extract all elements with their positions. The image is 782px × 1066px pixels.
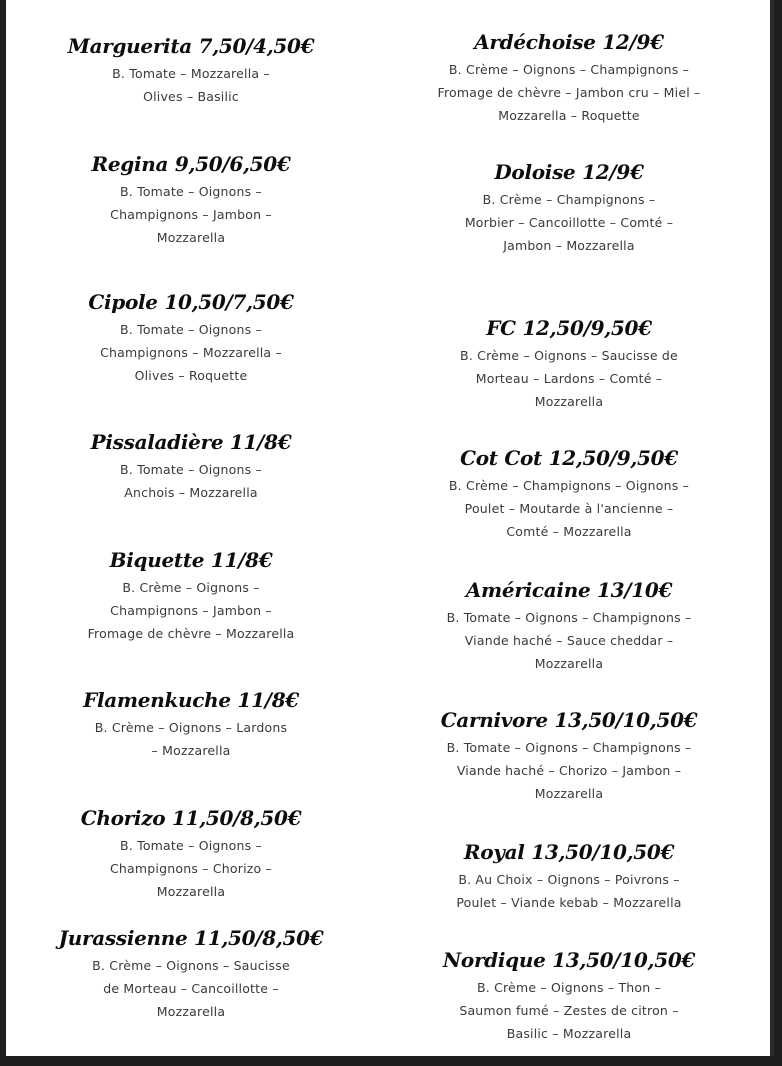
pizza-item-cot-cot xyxy=(384,446,754,543)
pizza-title: Biquette 11/8€ xyxy=(109,548,273,572)
ingredient-line: Champignons – Jambon – xyxy=(110,603,272,618)
ingredient-line: Saumon fumé – Zestes de citron – xyxy=(459,1003,679,1018)
ingredient-line: Viande haché – Sauce cheddar – xyxy=(464,633,674,648)
pizza-title: Carnivore 13,50/10,50€ xyxy=(440,708,698,732)
pizza-ingredients xyxy=(6,954,376,1023)
ingredient-line: B. Crème – Champignons – xyxy=(482,192,656,207)
ingredient-line: B. Tomate – Oignons – Champignons – xyxy=(446,610,692,625)
pizza-title: Américaine 13/10€ xyxy=(465,578,673,602)
pizza-ingredients xyxy=(6,458,376,504)
pizza-item-regina xyxy=(6,152,376,249)
ingredient-line: Morbier – Cancoillotte – Comté – xyxy=(464,215,674,230)
pizza-ingredients xyxy=(6,716,376,762)
pizza-ingredients xyxy=(6,62,376,108)
ingredient-line: Mozzarella xyxy=(534,394,604,409)
pizza-item-royal xyxy=(384,840,754,914)
ingredient-line: Fromage de chèvre – Mozzarella xyxy=(87,626,295,641)
ingredient-line: B. Tomate – Oignons – xyxy=(120,322,262,337)
pizza-title: Nordique 13,50/10,50€ xyxy=(442,948,696,972)
ingredient-line: Mozzarella xyxy=(534,656,604,671)
pizza-title: Chorizo 11,50/8,50€ xyxy=(80,806,302,830)
ingredient-line: Olives – Basilic xyxy=(143,89,239,104)
pizza-title: Ardéchoise 12/9€ xyxy=(474,30,664,54)
pizza-ingredients xyxy=(384,474,754,543)
ingredient-line: B. Tomate – Oignons – xyxy=(120,462,262,477)
ingredient-line: Olives – Roquette xyxy=(134,368,248,383)
ingredient-line: B. Crème – Oignons – Saucisse de xyxy=(460,348,678,363)
pizza-item-chorizo xyxy=(6,806,376,903)
pizza-ingredients xyxy=(384,606,754,675)
ingredient-line: Anchois – Mozzarella xyxy=(124,485,258,500)
pizza-ingredients xyxy=(384,188,754,257)
ingredient-line: B. Crème – Oignons – Lardons xyxy=(94,720,288,735)
pizza-title: Pissaladière 11/8€ xyxy=(90,430,292,454)
ingredient-line: Mozzarella xyxy=(534,786,604,801)
pizza-item-marguerita xyxy=(6,34,376,108)
pizza-item-doloise xyxy=(384,160,754,257)
pizza-title: Jurassienne 11,50/8,50€ xyxy=(58,926,324,950)
ingredient-line: Basilic – Mozzarella xyxy=(506,1026,632,1041)
pizza-item-nordique xyxy=(384,948,754,1045)
ingredient-line: Fromage de chèvre – Jambon cru – Miel – xyxy=(437,85,701,100)
pizza-ingredients xyxy=(384,868,754,914)
pizza-ingredients xyxy=(384,976,754,1045)
ingredient-line: Morteau – Lardons – Comté – xyxy=(475,371,663,386)
ingredient-line: Mozzarella – Roquette xyxy=(498,108,640,123)
ingredient-line: Poulet – Viande kebab – Mozzarella xyxy=(456,895,682,910)
ingredient-line: B. Tomate – Mozzarella – xyxy=(112,66,270,81)
pizza-ingredients xyxy=(6,576,376,645)
ingredient-line: Mozzarella xyxy=(156,884,226,899)
ingredient-line: B. Au Choix – Oignons – Poivrons – xyxy=(458,872,680,887)
ingredient-line: Mozzarella xyxy=(156,230,226,245)
pizza-item-americaine xyxy=(384,578,754,675)
menu-column-right xyxy=(384,0,754,1056)
ingredient-line: B. Crème – Oignons – xyxy=(122,580,260,595)
ingredient-line: – Mozzarella xyxy=(151,743,231,758)
ingredient-line: B. Crème – Oignons – Champignons – xyxy=(448,62,690,77)
ingredient-line: Comté – Mozzarella xyxy=(506,524,632,539)
pizza-title: Flamenkuche 11/8€ xyxy=(83,688,299,712)
pizza-ingredients xyxy=(6,834,376,903)
pizza-ingredients xyxy=(6,180,376,249)
pizza-item-biquette xyxy=(6,548,376,645)
pizza-item-cipole xyxy=(6,290,376,387)
ingredient-line: B. Crème – Champignons – Oignons – xyxy=(448,478,690,493)
ingredient-line: Champignons – Chorizo – xyxy=(110,861,272,876)
pizza-title: Cot Cot 12,50/9,50€ xyxy=(460,446,678,470)
pizza-item-jurassienne xyxy=(6,926,376,1023)
ingredient-line: B. Crème – Oignons – Saucisse xyxy=(92,958,290,973)
pizza-ingredients xyxy=(6,318,376,387)
ingredient-line: Viande haché – Chorizo – Jambon – xyxy=(456,763,682,778)
ingredient-line: B. Tomate – Oignons – Champignons – xyxy=(446,740,692,755)
pizza-ingredients xyxy=(384,736,754,805)
pizza-ingredients xyxy=(384,58,754,127)
pizza-item-ardechoise xyxy=(384,30,754,127)
ingredient-line: Champignons – Mozzarella – xyxy=(100,345,282,360)
pizza-title: Royal 13,50/10,50€ xyxy=(463,840,675,864)
pizza-title: Cipole 10,50/7,50€ xyxy=(88,290,294,314)
ingredient-line: Mozzarella xyxy=(156,1004,226,1019)
pizza-ingredients xyxy=(384,344,754,413)
menu-sheet xyxy=(6,0,774,1056)
menu-column-left xyxy=(6,0,376,1056)
pizza-item-flamenkuche xyxy=(6,688,376,762)
pizza-title: Regina 9,50/6,50€ xyxy=(91,152,291,176)
pizza-title: Marguerita 7,50/4,50€ xyxy=(67,34,315,58)
ingredient-line: B. Crème – Oignons – Thon – xyxy=(476,980,662,995)
pizza-item-carnivore xyxy=(384,708,754,805)
ingredient-line: Jambon – Mozzarella xyxy=(503,238,635,253)
ingredient-line: B. Tomate – Oignons – xyxy=(120,838,262,853)
ingredient-line: Champignons – Jambon – xyxy=(110,207,272,222)
ingredient-line: B. Tomate – Oignons – xyxy=(120,184,262,199)
pizza-title: FC 12,50/9,50€ xyxy=(486,316,652,340)
ingredient-line: de Morteau – Cancoillotte – xyxy=(103,981,279,996)
pizza-item-pissaladiere xyxy=(6,430,376,504)
ingredient-line: Poulet – Moutarde à l'ancienne – xyxy=(464,501,674,516)
pizza-item-fc xyxy=(384,316,754,413)
pizza-title: Doloise 12/9€ xyxy=(494,160,644,184)
